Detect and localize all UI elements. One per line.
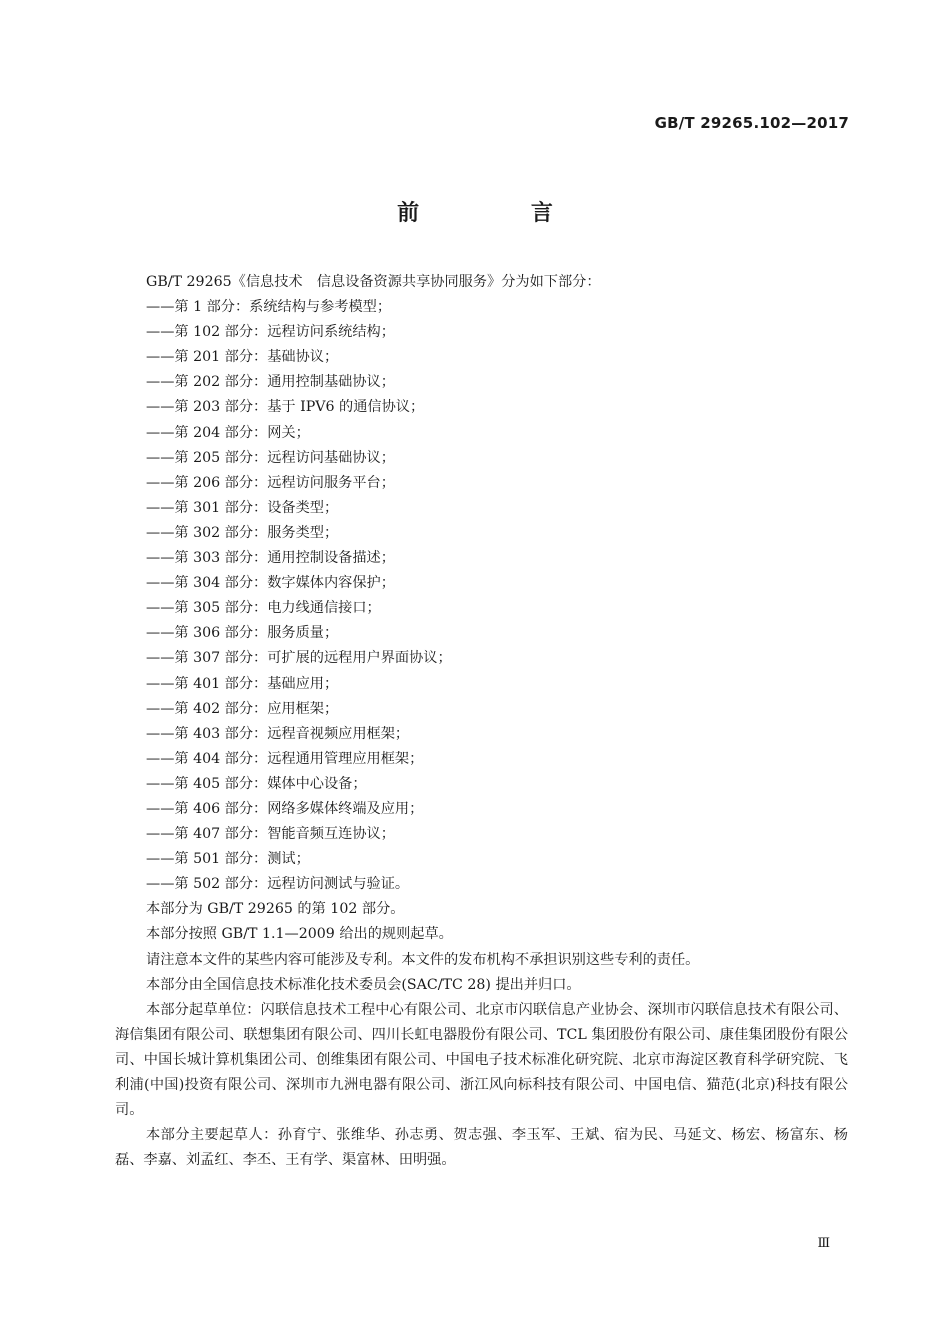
part-item: ——第 402 部分：应用框架； [146, 700, 339, 717]
part-item: ——第 304 部分：数字媒体内容保护； [146, 575, 395, 592]
part-item: ——第 202 部分：通用控制基础协议； [146, 374, 395, 391]
statement: 本部分由全国信息技术标准化技术委员会(SAC/TC 28) 提出并归口。 [146, 976, 581, 993]
statement: 本部分按照 GB/T 1.1—2009 给出的规则起草。 [146, 926, 453, 943]
page-title: 前 言 [397, 201, 605, 226]
part-item: ——第 403 部分：远程音视频应用框架； [146, 725, 410, 742]
part-item: ——第 401 部分：基础应用； [146, 675, 339, 692]
part-item: ——第 203 部分：基于 IPV6 的通信协议； [146, 399, 425, 416]
part-item: ——第 1 部分：系统结构与参考模型； [146, 299, 392, 316]
foreword-body [115, 270, 848, 1173]
part-item: ——第 502 部分：远程访问测试与验证。 [146, 876, 410, 893]
part-item: ——第 306 部分：服务质量； [146, 625, 339, 642]
part-item: ——第 302 部分：服务类型； [146, 524, 339, 541]
part-item: ——第 406 部分：网络多媒体终端及应用； [146, 800, 424, 817]
drafting-units-paragraph: 本部分起草单位：闪联信息技术工程中心有限公司、北京市闪联信息产业协会、深圳市闪联信息技术有限公司、海信集团有限公司、联想集团有限公司、四川长虹电器股份有限公司、TCL 集团股份有限公司、康佳集团股份有限公司、中国长城计算机集团公司、创维集团有限公司、中国电子技术标准化研究院、北京市海淀区教育科学研究院、飞利浦(中国)投资有限公司、深圳市九洲电器有限公司、浙江风向标科技有限公司、中国电信、猫范(北京)科技有限公司。 [115, 1001, 848, 1119]
standard-code: GB/T 29265.102—2017 [654, 114, 849, 132]
drafters-paragraph: 本部分主要起草人：孙育宁、张维华、孙志勇、贺志强、李玉军、王斌、宿为民、马延文、杨宏、杨富东、杨磊、李嘉、刘孟红、李丕、王有学、渠富林、田明强。 [115, 1127, 848, 1169]
part-item: ——第 404 部分：远程通用管理应用框架； [146, 750, 424, 767]
intro-line: GB/T 29265《信息技术 信息设备资源共享协同服务》分为如下部分： [146, 274, 601, 290]
part-item: ——第 204 部分：网关； [146, 424, 310, 441]
part-item: ——第 307 部分：可扩展的远程用户界面协议； [146, 650, 452, 667]
parts-list [115, 295, 848, 897]
part-item: ——第 303 部分：通用控制设备描述； [146, 550, 395, 567]
part-item: ——第 501 部分：测试； [146, 851, 310, 868]
page-number: Ⅲ [817, 1236, 830, 1251]
part-item: ——第 301 部分：设备类型； [146, 499, 339, 516]
statement: 请注意本文件的某些内容可能涉及专利。本文件的发布机构不承担识别这些专利的责任。 [146, 951, 700, 968]
part-item: ——第 205 部分：远程访问基础协议； [146, 449, 395, 466]
part-item: ——第 201 部分：基础协议； [146, 349, 339, 366]
part-item: ——第 405 部分：媒体中心设备； [146, 775, 367, 792]
part-item: ——第 407 部分：智能音频互连协议； [146, 826, 395, 843]
part-item: ——第 102 部分：远程访问系统结构； [146, 324, 395, 341]
statement: 本部分为 GB/T 29265 的第 102 部分。 [146, 901, 405, 918]
part-item: ——第 206 部分：远程访问服务平台； [146, 474, 395, 491]
part-item: ——第 305 部分：电力线通信接口； [146, 600, 381, 617]
